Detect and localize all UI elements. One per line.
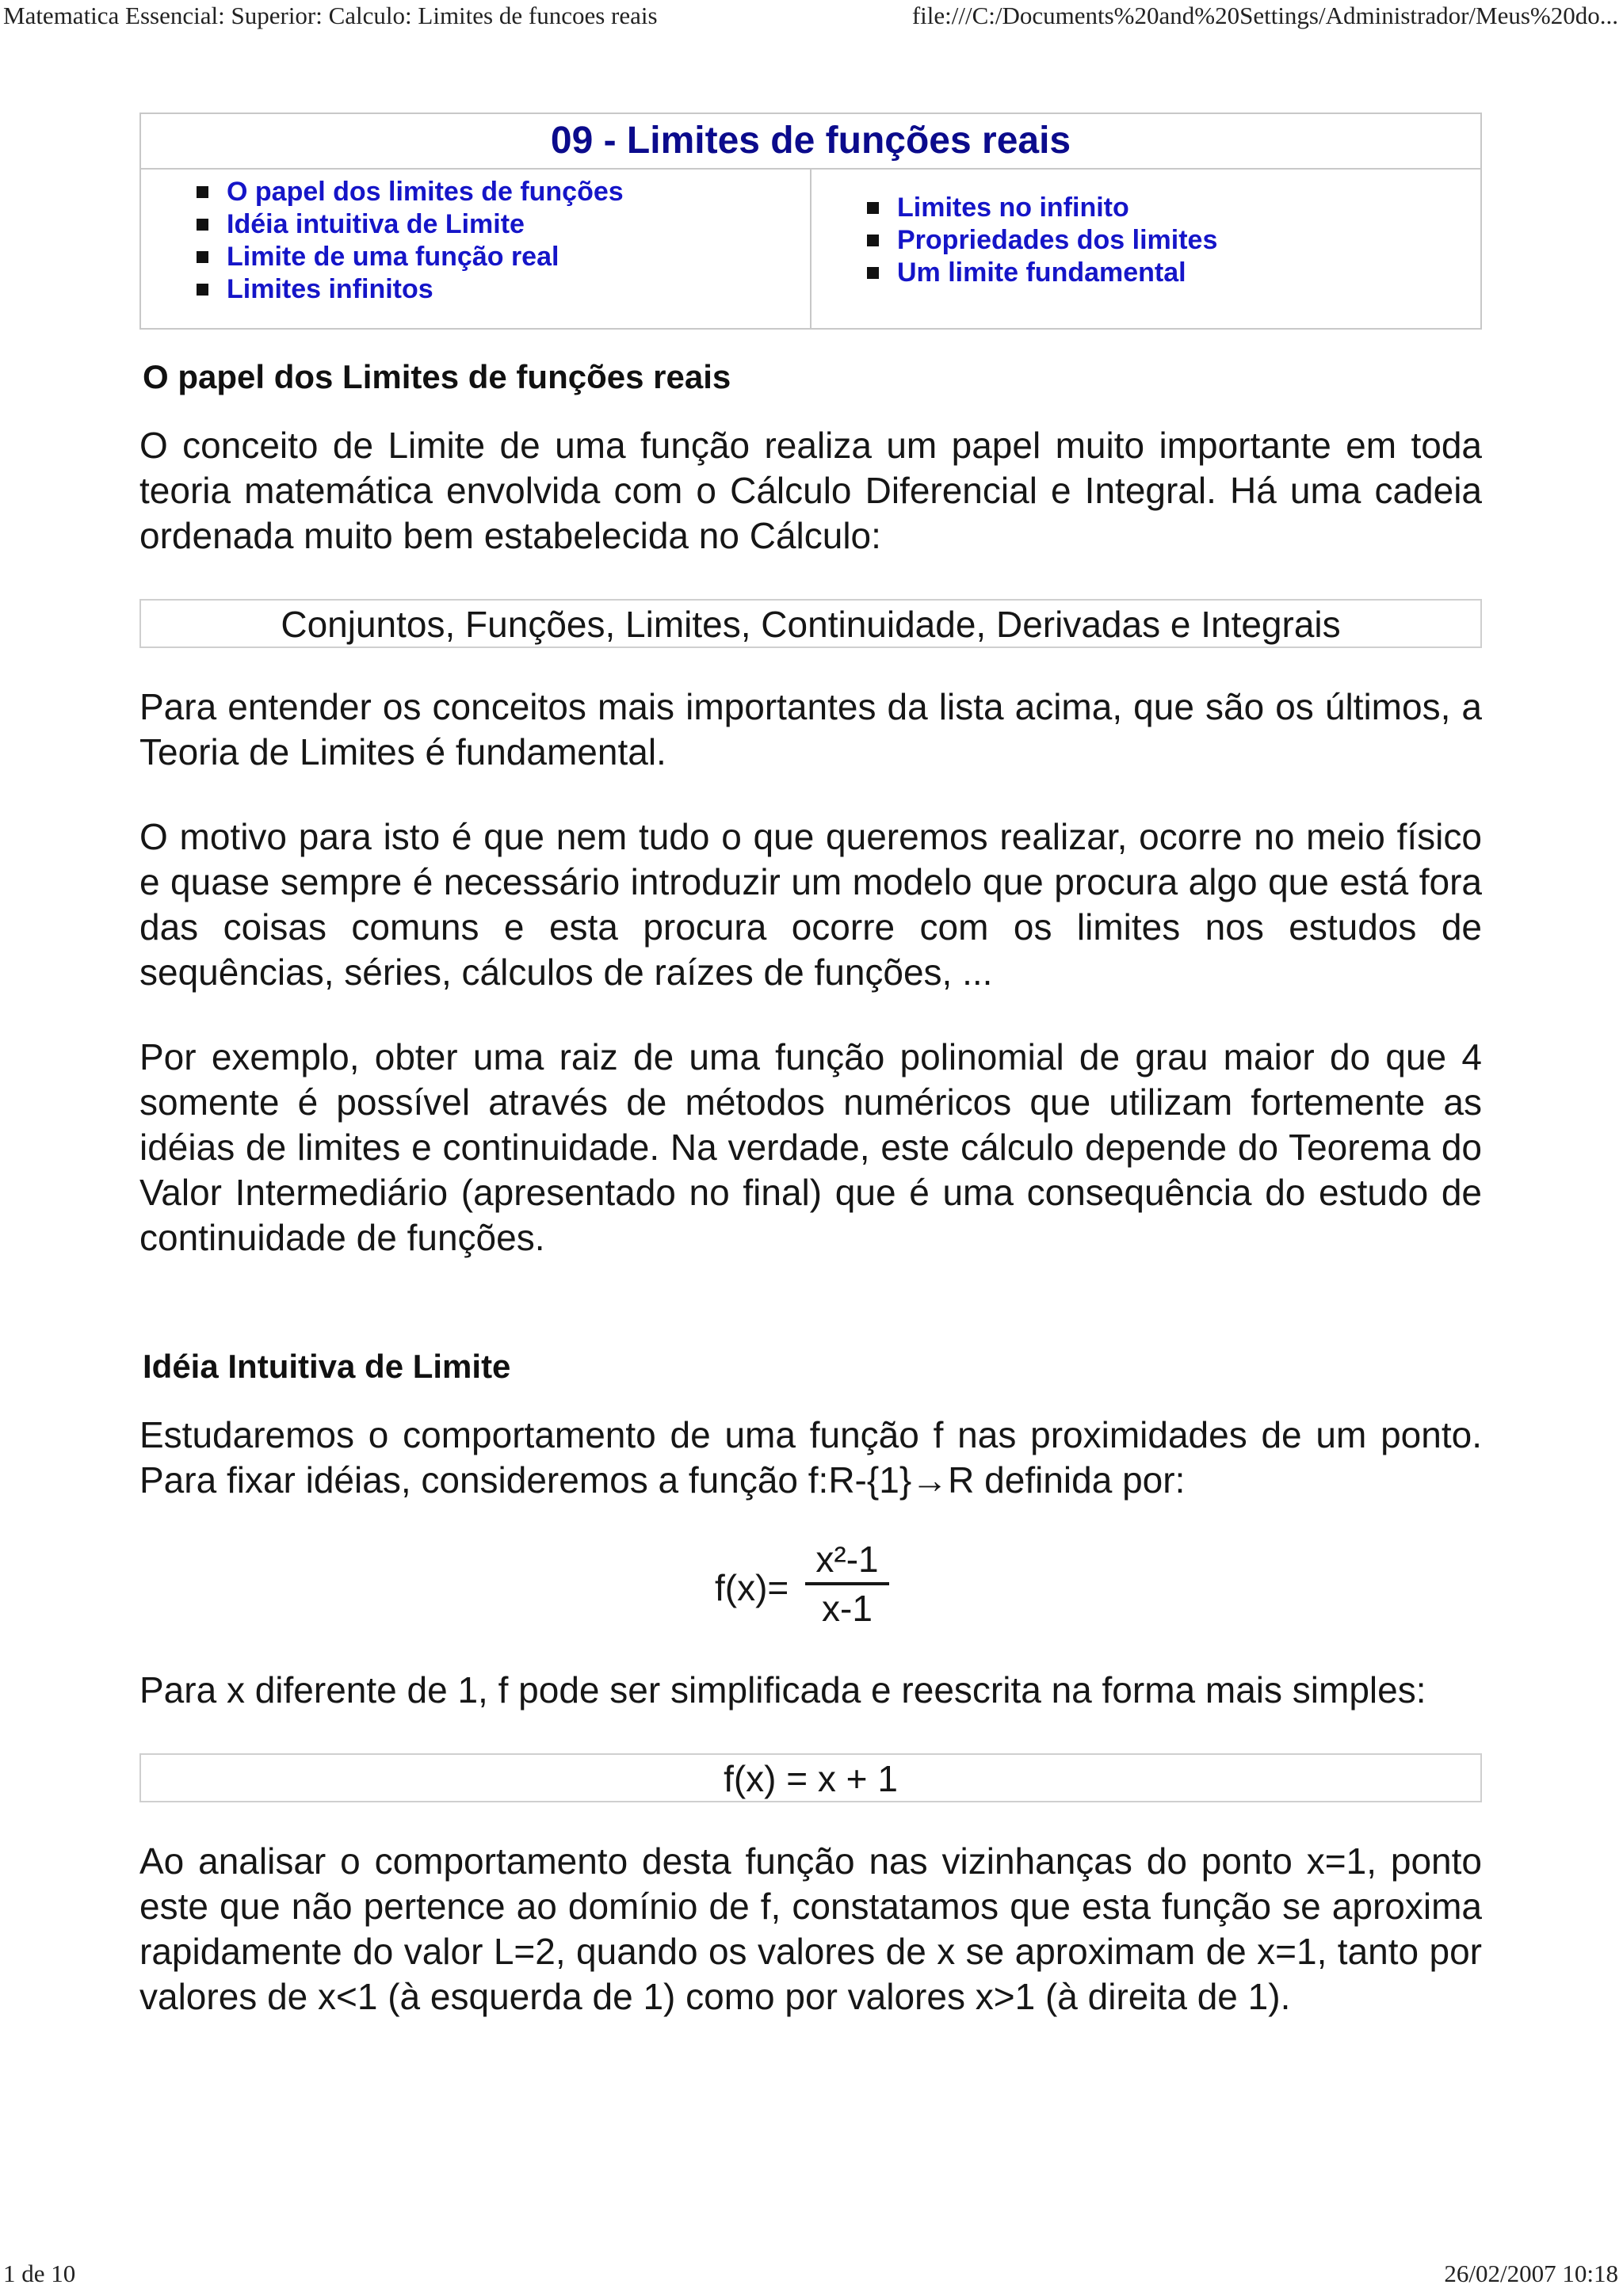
formula-denominator: x-1 <box>822 1588 873 1629</box>
toc-link-papel-dos-limites[interactable]: O papel dos limites de funções <box>227 177 624 207</box>
section-heading-ideia-intuitiva: Idéia Intuitiva de Limite <box>143 1348 511 1385</box>
formula-fraction <box>805 1538 889 1630</box>
square-bullet-icon <box>867 235 879 246</box>
toc-item <box>197 273 810 306</box>
paragraph: Por exemplo, obter uma raiz de uma função polinomial de grau maior do que 4 somente é possível através de métodos numéricos que utilizam fortemente as idéias de limites e continuidade. Na verdade, este cálculo depende do Teorema do Valor Intermediário (apresentado no final) que é uma consequência do estudo de continuidade de funções. <box>139 1036 1482 1258</box>
toc-item <box>867 192 1480 224</box>
section-heading-papel: O papel dos Limites de funções reais <box>143 358 731 395</box>
paragraph: O conceito de Limite de uma função realiza um papel muito importante em toda teoria matemática envolvida com o Cálculo Diferencial e Integral. Há uma cadeia ordenada muito bem estabelecida no Cálculo: <box>139 425 1482 556</box>
print-page-title: Matematica Essencial: Superior: Calculo: Limites de funcoes reais <box>3 2 658 29</box>
print-footer <box>0 2260 1623 2291</box>
toc-item <box>197 241 810 273</box>
paragraph: Para entender os conceitos mais importantes da lista acima, que são os últimos, a Teoria de Limites é fundamental. <box>139 686 1482 772</box>
paragraph: Ao analisar o comportamento desta função nas vizinhanças do ponto x=1, ponto este que não pertence ao domínio de f, constatamos que esta função se aproxima rapidamente do valor L=2, quando os valores de x se aproximam de x=1, tanto por valores de x<1 (à esquerda de 1) como por valores x>1 (à direita de 1). <box>139 1840 1482 2017</box>
toc-link-limite-funcao-real[interactable]: Limite de uma função real <box>227 242 559 272</box>
print-header <box>0 2 1623 33</box>
page-content <box>139 113 1482 2019</box>
toc-link-propriedades[interactable]: Propriedades dos limites <box>897 225 1218 255</box>
paragraph: Para x diferente de 1, f pode ser simplificada e reescrita na forma mais simples: <box>139 1669 1426 1711</box>
toc-left-column <box>141 170 812 328</box>
formula-numerator: x²-1 <box>815 1539 879 1580</box>
square-bullet-icon <box>197 219 208 231</box>
toc-link-limites-no-infinito[interactable]: Limites no infinito <box>897 193 1129 223</box>
square-bullet-icon <box>197 251 208 263</box>
toc-item <box>197 208 810 241</box>
toc-link-limite-fundamental[interactable]: Um limite fundamental <box>897 257 1186 288</box>
toc-link-limites-infinitos[interactable]: Limites infinitos <box>227 274 433 304</box>
print-datetime: 26/02/2007 10:18 <box>1444 2260 1618 2287</box>
toc-link-ideia-intuitiva[interactable]: Idéia intuitiva de Limite <box>227 209 525 239</box>
toc-title: 09 - Limites de funções reais <box>141 114 1480 170</box>
square-bullet-icon <box>867 267 879 279</box>
square-bullet-icon <box>867 202 879 214</box>
calculus-chain-box: Conjuntos, Funções, Limites, Continuidade, Derivadas e Integrais <box>139 599 1482 648</box>
table-of-contents <box>139 113 1482 330</box>
toc-right-column <box>812 170 1480 328</box>
toc-item <box>197 176 810 208</box>
toc-item <box>867 224 1480 257</box>
print-page-url: file:///C:/Documents%20and%20Settings/Administrador/Meus%20do... <box>911 2 1618 29</box>
toc-item <box>867 257 1480 289</box>
function-formula <box>139 1538 1482 1633</box>
formula-lhs: f(x)= <box>715 1567 789 1608</box>
simplified-formula-box: f(x) = x + 1 <box>139 1753 1482 1802</box>
fraction-bar <box>805 1582 889 1585</box>
square-bullet-icon <box>197 186 208 198</box>
paragraph: O motivo para isto é que nem tudo o que queremos realizar, ocorre no meio físico e quase sempre é necessário introduzir um modelo que procura algo que está fora das coisas comuns e esta procura ocorre com os limites nos estudos de sequências, séries, cálculos de raízes de funções, ... <box>139 816 1482 993</box>
page-number: 1 de 10 <box>3 2260 76 2287</box>
square-bullet-icon <box>197 284 208 296</box>
paragraph: Estudaremos o comportamento de uma função f nas proximidades de um ponto. Para fixar idéias, consideremos a função f:R-{1}→R definida por: <box>139 1414 1482 1501</box>
